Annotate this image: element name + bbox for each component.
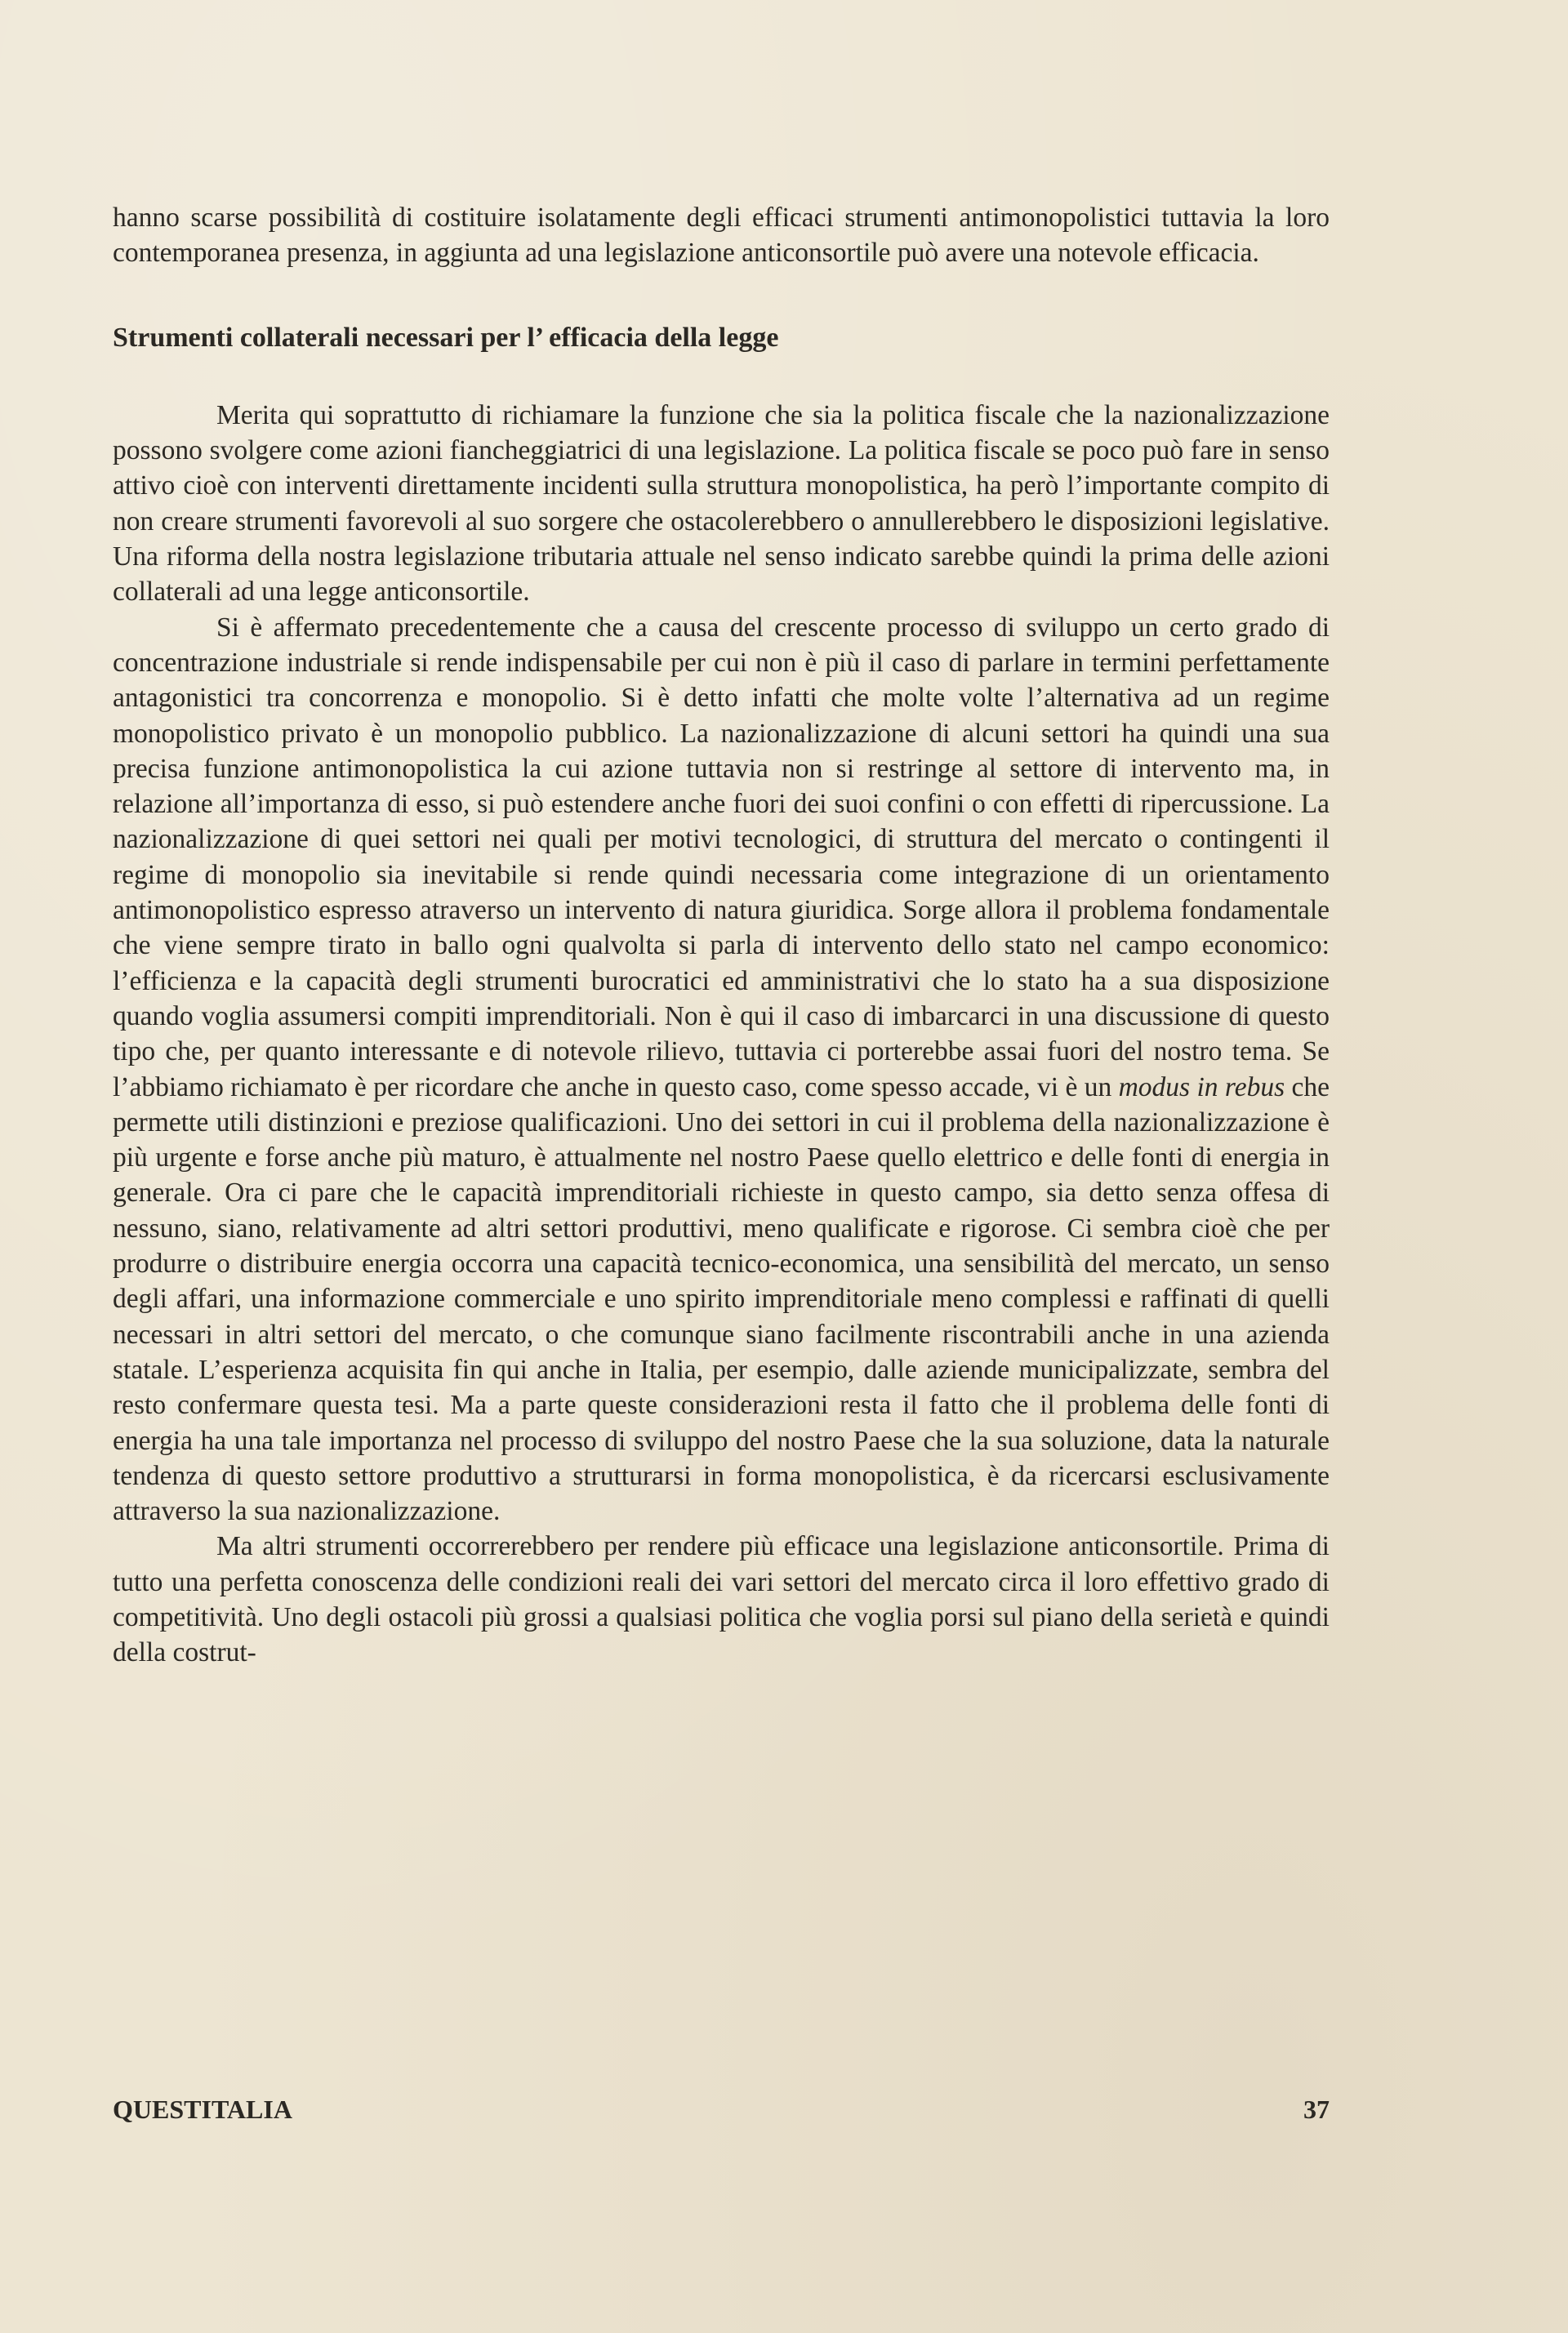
paragraph-2-part-b: che permette utili distinzioni e preziose qualificazioni. Uno dei settori in cui il problema della nazionalizzazione è più urgente e forse anche più maturo, è attualmente nel nostro Paese quello elettrico e delle fonti di energia in generale. Ora ci pare che le capacità imprenditoriali richieste in questo campo, sia detto senza offesa di nessuno, siano, relativamente ad altri settori produttivi, meno qualificate e rigorose. Ci sembra cioè che per produrre o distribuire energia occorra una capacità tecnico-economica, una sensibilità del mercato, un senso degli affari, una informazione commerciale e uno spirito imprenditoriale meno complessi e raffinati di quelli necessari in altri settori del mercato, o che comunque siano facilmente riscontrabili anche in una azienda statale. L’esperienza acquisita fin qui anche in Italia, per esempio, dalle aziende municipalizzate, sembra del resto confermare questa tesi. Ma a parte queste considerazioni resta il fatto che il problema delle fonti di energia ha una tale importanza nel processo di sviluppo del nostro Paese che la sua soluzione, data la naturale tendenza di questo settore produttivo a strutturarsi in forma monopolistica, è da ricercarsi esclusivamente attraverso la sua nazionalizzazione. [113,1071,1330,1527]
page-footer [113,2095,1330,2125]
paragraph-2-part-a: Si è affermato precedentemente che a causa del crescente processo di sviluppo un certo grado di concentrazione industriale si rende indispensabile per cui non è più il caso di parlare in termini perfettamente antagonistici tra concorrenza e monopolio. Si è detto infatti che molte volte l’alternativa ad un regime monopolistico privato è un monopolio pubblico. La nazionalizzazione di alcuni settori ha quindi una sua precisa funzione antimonopolistica la cui azione tuttavia non si restringe al settore di intervento ma, in relazione all’importanza di esso, si può estendere anche fuori dei suoi confini o con effetti di ripercussione. La nazionalizzazione di quei settori nei quali per motivi tecnologici, di struttura del mercato o contingenti il regime di monopolio sia inevitabile si rende quindi necessaria come integrazione di un orientamento antimonopolistico espresso atraverso un intervento di natura giuridica. Sorge allora il problema fondamentale che viene sempre tirato in ballo ogni qualvolta si parla di intervento dello stato nel campo economico: l’efficienza e la capacità degli strumenti burocratici ed amministrativi che lo stato ha a sua disposizione quando voglia assumersi compiti imprenditoriali. Non è qui il caso di imbarcarci in una discussione di questo tipo che, per quanto interessante e di notevole rilievo, tuttavia ci porterebbe assai fuori del nostro tema. Se l’abbiamo richiamato è per ricordare che anche in questo caso, come spesso accade, vi è un [113,612,1330,1102]
article-body [113,200,1330,1671]
paragraph-3: Ma altri strumenti occorrerebbero per rendere più efficace una legislazione anticonsortile. Prima di tutto una perfetta conoscenza delle condizioni reali dei vari settori del mercato circa il loro effettivo grado di competitività. Uno degli ostacoli più grossi a qualsiasi politica che voglia porsi sul piano della serietà e quindi della costrut- [113,1531,1330,1668]
intro-paragraph: hanno scarse possibilità di costituire isolatamente degli efficaci strumenti antimonopolistici tuttavia la loro contemporanea presenza, in aggiunta ad una legislazione anticonsortile può avere una notevole efficacia. [113,203,1330,269]
paragraph-2 [113,610,1330,1529]
section-heading: Strumenti collaterali necessari per l’ efficacia della legge [113,322,779,353]
paragraph-2-italic-phrase: modus in rebus [1118,1071,1285,1102]
magazine-name: QUESTITALIA [113,2095,292,2124]
page-number: 37 [1303,2095,1330,2124]
paragraph-1: Merita qui soprattutto di richiamare la funzione che sia la politica fiscale che la nazionalizzazione possono svolgere come azioni fiancheggiatrici di una legislazione. La politica fiscale se poco può fare in senso attivo cioè con interventi direttamente incidenti sulla struttura monopolistica, ha però l’importante compito di non creare strumenti favorevoli al suo sorgere che ostacolerebbero o annullerebbero le disposizioni legislative. Una riforma della nostra legislazione tributaria attuale nel senso indicato sarebbe quindi la prima delle azioni collaterali ad una legge anticonsortile. [113,399,1330,608]
